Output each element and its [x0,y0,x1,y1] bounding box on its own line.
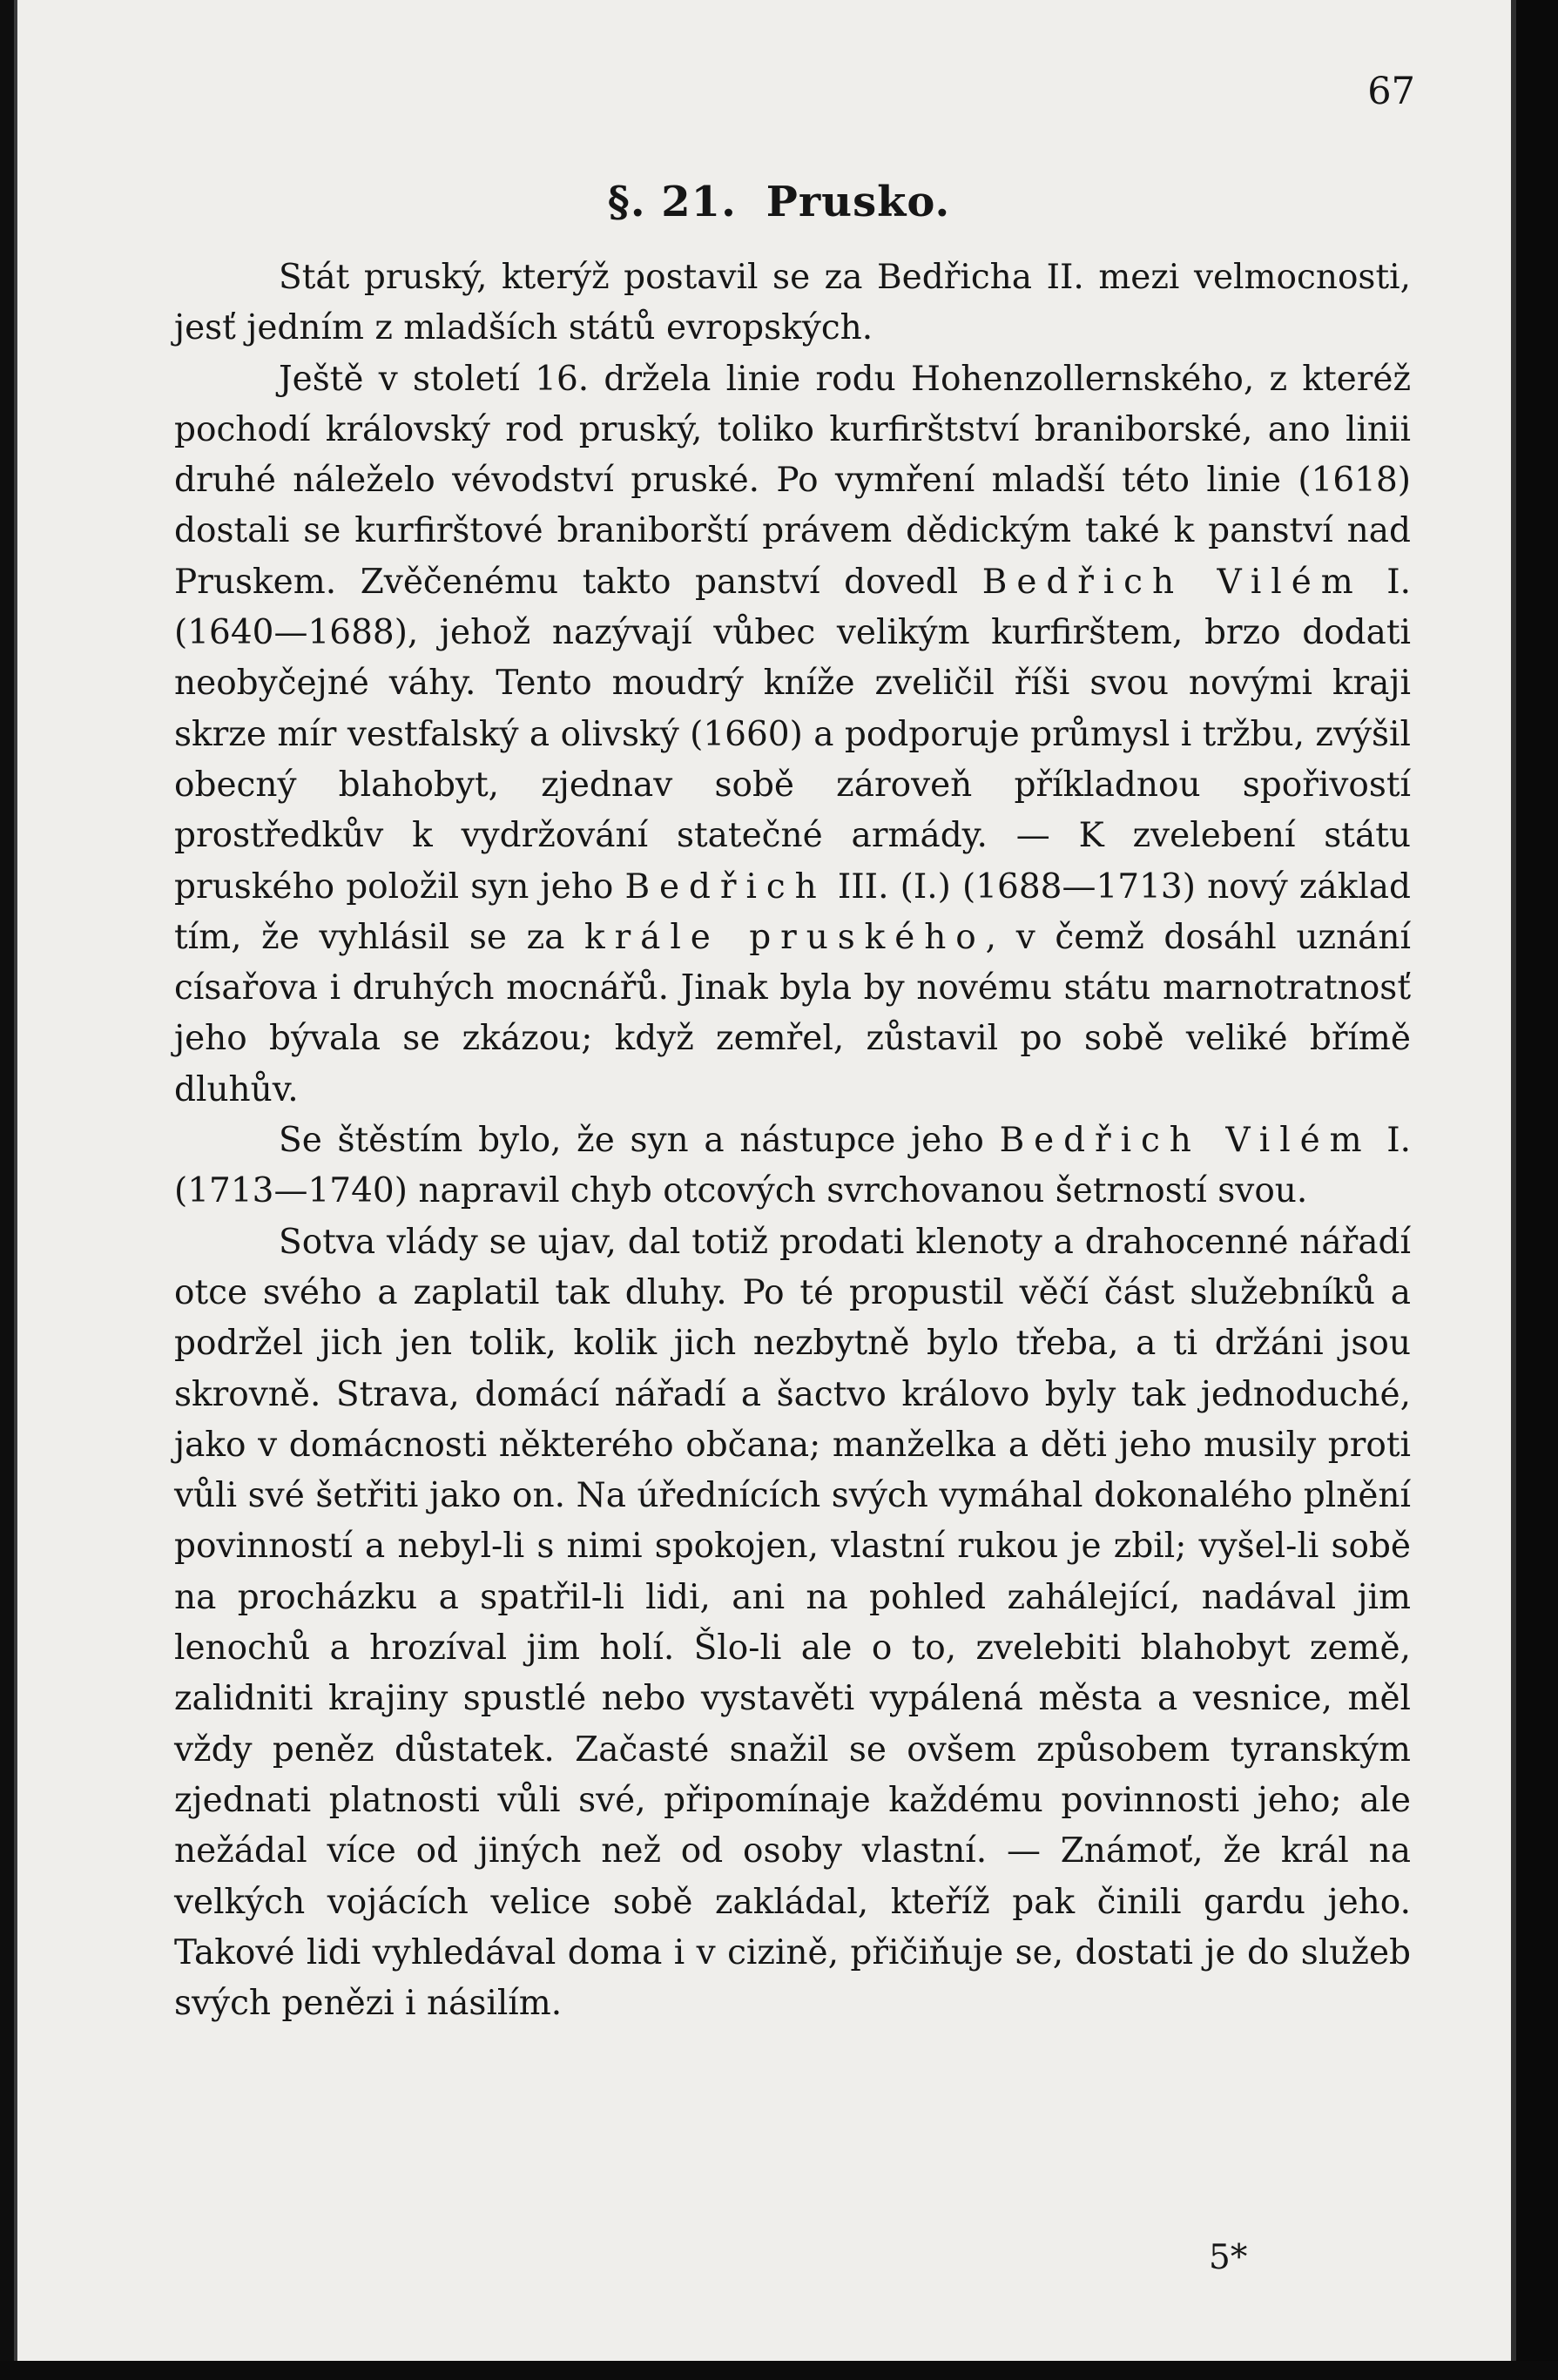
spaced-name-bedrich: Bedřich [624,866,826,907]
scan-edge-left-shadow [14,0,17,2380]
spaced-name-bedrich-vilem: Bedřich Vilém [981,562,1363,602]
section-heading [0,178,1558,226]
section-number: §. 21. [607,178,737,226]
scan-edge-left [0,0,14,2380]
paragraph-3-text-1: Se štěstím bylo, že syn a nástupce jeho [279,1121,1000,1161]
scan-edge-right [1516,0,1558,2380]
paragraph-2-text-3: III. (I.) (1688—1713) nový základ tím, že vyhlásil se za [174,866,1411,957]
section-title: Prusko. [766,178,951,226]
paragraph-1: Stát pruský, kterýž postavil se za Bedřicha II. mezi velmocnosti, jesť jedním z mladších států evropských. [174,258,1411,348]
spaced-name-bedrich-vilem-2: Bedřich Vilém [999,1121,1372,1161]
paragraph-2-text-1: Ještě v století 16. držela linie rodu Hohenzollernského, z kteréž pochodí královský rod pruský, toliko kurfirštství braniborské, ano linii druhé náleželo vévodství pruské. Po vymření mladší této linie (1618) dostali se kurfirštové braniborští právem dědickým také k panství nad Pruskem. Zvěčenému takto panství dovedl [174,359,1411,602]
paragraph-3-text-2: I. (1713—1740) napravil chyb otcových svrchovanou šetrností svou. [174,1121,1412,1211]
signature-mark: 5* [1209,2238,1248,2277]
paragraph-3 [174,1116,1411,1217]
paragraph-2-text-4: , v čemž dosáhl uznání císařova i druhých mocnářů. Jinak byla by novému státu marnotratnosť jeho bývala se zkázou; když zemřel, zůstavil po sobě veliké břímě dluhův. [174,917,1411,1109]
spaced-title-krale-pruskeho: krále pruského [584,917,986,957]
paragraph-4: Sotva vlády se ujav, dal totiž prodati klenoty a drahocenné nářadí otce svého a zaplatil tak dluhy. Po té propustil věčí část služebníků a podržel jich jen tolik, kolik jich nezbytně bylo třeba, a ti držáni jsou skrovně. Strava, domácí nářadí a šactvo královo byly tak jednoduché, jako v domácnosti některého občana; manželka a děti jeho musily proti vůli své šetřiti jako on. Na úřednících svých vymáhal dokonalého plnění povinností a nebyl-li s nimi spokojen, vlastní rukou je zbil; vyšel-li sobě na procházku a spatřil-li lidi, ani na pohled zahálející, nadával jim lenochů a hrozíval jim holí. Šlo-li ale o to, zvelebiti blahobyt země, zalidniti krajiny spustlé nebo vystavěti vypálená města a vesnice, měl vždy peněz důstatek. Začasté snažil se ovšem způsobem tyranským zjednati platnosti vůli své, připomínaje každému povinnosti jeho; ale nežádal více od jiných než od osoby vlastní. — Známoť, že král na velkých vojácích velice sobě zakládal, kteříž pak činili gardu jeho. Takové lidi vyhledával doma i v cizině, přičiňuje se, dostati je do služeb svých penězi i násilím. [174,1222,1411,2024]
page-number: 67 [1367,70,1415,113]
paragraph-2-text-2: I. (1640—1688), jehož nazývají vůbec velikým kurfirštem, brzo dodati neobyčejné váhy. Tento moudrý kníže zveličil říši svou novými kraji skrze mír vestfalský a olivský (1660) a podporuje průmysl i tržbu, zvýšil obecný blahobyt, zjednav sobě zároveň příkladnou spořivostí prostředkův k vydržování statečné armády. — K zvelebení státu pruského položil syn jeho [174,562,1411,907]
body-text [174,253,1411,2029]
paragraph-2 [174,354,1411,1116]
scan-edge-bottom [0,2361,1558,2380]
